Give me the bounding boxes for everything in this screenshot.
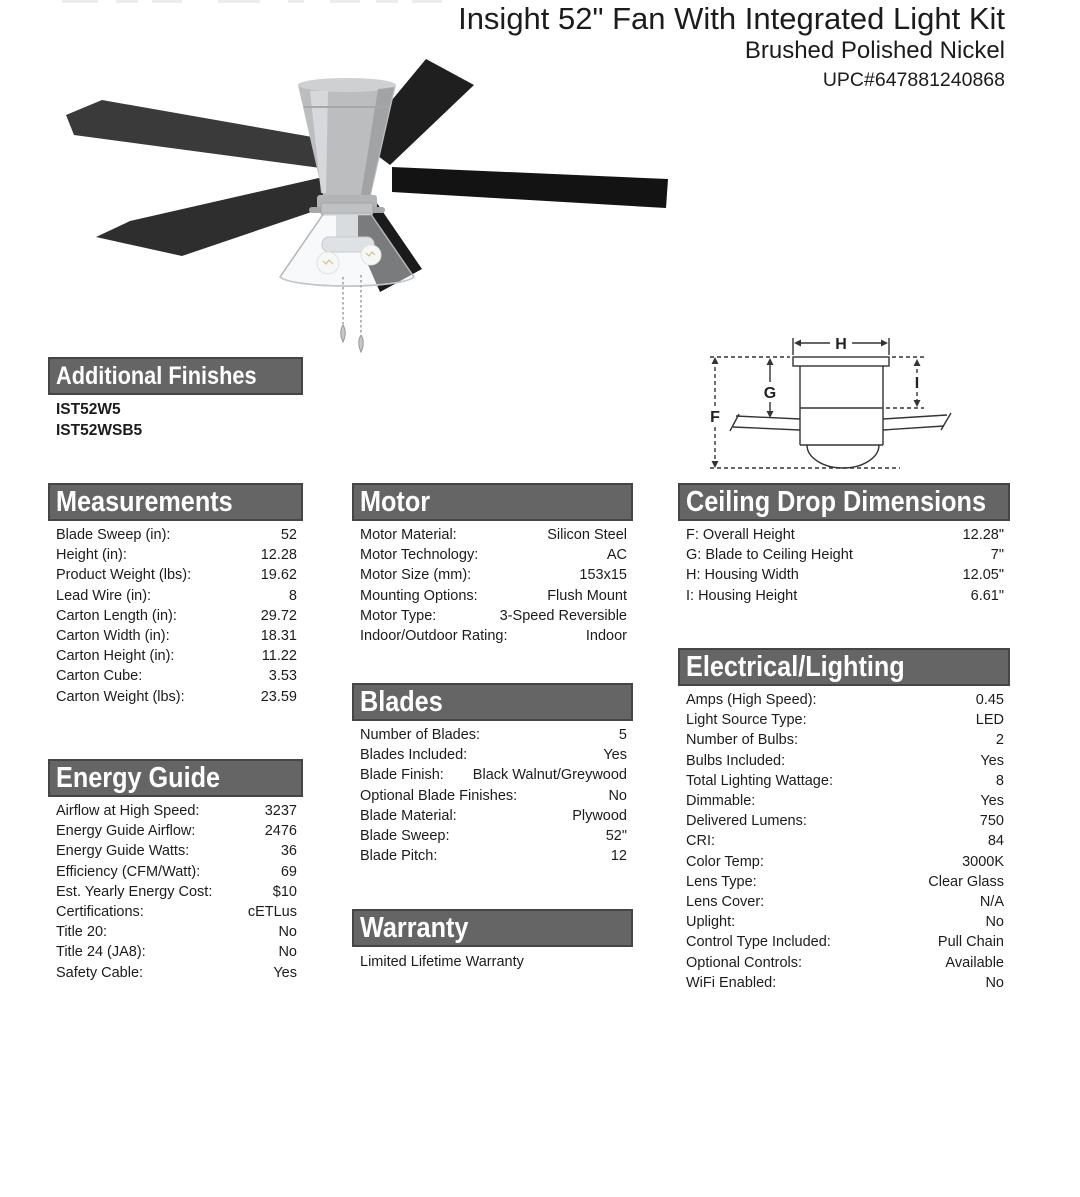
row-label: WiFi Enabled: [686,974,777,991]
row-label: Blade Finish: [360,767,444,784]
row-label: Efficiency (CFM/Watt): [56,863,201,880]
row-label: Lens Cover: [686,894,765,911]
spec-row [686,872,1004,892]
row-label: Bulbs Included: [686,752,786,769]
section-title: Warranty [360,911,469,944]
spec-row [360,525,627,545]
row-label: F: Overall Height [686,527,795,543]
spec-row [686,565,1004,585]
row-value: 11.22 [261,648,297,665]
spec-row [686,791,1004,811]
section-title: Blades [360,685,443,718]
finish-code-list [48,395,303,441]
row-value: $10 [272,883,297,900]
row-label: Height (in): [56,547,127,564]
measurements-header [48,483,303,521]
row-value: 69 [280,863,297,880]
row-label: CRI: [686,833,715,850]
spec-row [686,852,1004,872]
ceiling-drop-diagram [690,330,1000,475]
row-label: H: Housing Width [686,567,799,584]
spec-row [56,963,297,983]
section-title: Ceiling Drop Dimensions [686,485,987,518]
row-label: Amps (High Speed): [686,692,817,708]
row-value: 12.28 [260,547,297,564]
spec-row [686,973,1004,993]
row-label: Carton Length (in): [56,607,177,624]
row-value: 29.72 [260,607,297,624]
spec-row [56,942,297,962]
section-title: Energy Guide [56,761,221,794]
additional-finishes-header [48,357,303,395]
spec-row [56,545,297,565]
row-label: Control Type Included: [686,934,831,951]
product-title: Insight 52" Fan With Integrated Light Kit [458,1,1005,36]
row-label: Dimmable: [686,793,756,810]
row-label: Light Source Type: [686,712,807,729]
spec-row [686,730,1004,750]
spec-row [56,922,297,942]
row-value: 36 [280,843,297,860]
row-value: 18.31 [260,628,297,645]
row-label: Est. Yearly Energy Cost: [56,883,213,900]
warranty-header [352,909,633,947]
row-value: 19.62 [260,567,297,584]
spec-row [686,710,1004,730]
row-value: 7" [990,547,1004,564]
motor-rows [352,521,633,646]
row-label: I: Housing Height [686,587,798,604]
row-label: Motor Material: [360,527,457,543]
spec-row [360,826,627,846]
spec-row [56,862,297,882]
row-value: 6.61" [970,587,1004,604]
row-value: 750 [979,813,1004,830]
spec-row [686,831,1004,851]
row-label: G: Blade to Ceiling Height [686,547,853,564]
spec-row [686,771,1004,791]
row-label: Blade Sweep: [360,828,450,845]
row-label: Motor Size (mm): [360,567,472,584]
electrical-lighting-header [678,648,1010,686]
row-value: No [278,924,297,941]
section-title: Motor [360,485,431,518]
spec-row [360,565,627,585]
row-value: Clear Glass [928,873,1004,890]
row-value: Black Walnut/Greywood [472,767,627,784]
row-value: No [608,787,627,804]
product-upc: UPC#647881240868 [822,69,1005,91]
product-finish: Brushed Polished Nickel [744,37,1005,64]
finish-code: IST52W5 [56,401,121,418]
ceiling-drop-header [678,483,1010,521]
row-label: Color Temp: [686,853,764,870]
spec-row [56,841,297,861]
row-value: 8 [288,587,297,604]
row-label: Delivered Lumens: [686,813,807,830]
blades-section [352,683,633,866]
row-value: 3000K [962,853,1004,870]
row-label: Optional Blade Finishes: [360,787,518,804]
spec-row [360,606,627,626]
row-label: Lens Type: [686,873,757,890]
row-label: Lead Wire (in): [56,587,152,604]
row-label: Energy Guide Airflow: [56,823,196,840]
row-value: 12.05" [962,567,1004,584]
row-value: 12 [610,848,627,865]
spec-row [56,882,297,902]
row-label: Number of Bulbs: [686,732,799,749]
diagram-label-h: H [835,336,847,353]
row-value: cETLus [247,904,297,921]
spec-row [56,902,297,922]
row-value: AC [606,547,627,564]
spec-row [360,765,627,785]
energy-guide-rows [48,797,303,983]
spec-row [360,725,627,745]
spec-row [686,811,1004,831]
electrical-lighting-section [678,648,1010,993]
row-label: Total Lighting Wattage: [686,772,833,789]
row-label: Blades Included: [360,747,468,764]
row-label: Product Weight (lbs): [56,567,192,584]
spec-row [56,821,297,841]
row-value: Available [945,954,1004,971]
spec-row [686,586,1004,606]
spec-row [56,626,297,646]
spec-row [686,690,1004,710]
spec-row [56,586,297,606]
finish-code: IST52WSB5 [56,421,143,439]
row-label: Uplight: [686,914,736,931]
spec-row [686,751,1004,771]
motor-header [352,483,633,521]
row-value: 3.53 [268,668,297,685]
row-label: Energy Guide Watts: [56,843,190,860]
row-label: Number of Blades: [360,727,481,743]
row-value: 3237 [264,803,297,819]
row-value: 12.28" [962,527,1004,543]
section-title: Additional Finishes [56,361,257,390]
row-label: Title 20: [56,924,108,941]
row-value: 52 [280,527,297,543]
warranty-text: Limited Lifetime Warranty [360,954,524,970]
row-value: 3-Speed Reversible [499,607,627,624]
spec-row [686,892,1004,912]
diagram-label-i: I [914,375,920,392]
spec-row [360,545,627,565]
row-label: Blade Material: [360,807,457,824]
spec-row [360,846,627,866]
spec-row [56,687,297,707]
ceiling-drop-dimensions-section [678,483,1010,606]
row-label: Carton Width (in): [56,628,170,645]
row-label: Motor Type: [360,607,437,624]
fan-product-image [40,45,700,355]
spec-row [56,801,297,821]
row-value: 2476 [264,823,297,840]
row-value: Indoor [585,628,627,645]
row-value: 2 [995,732,1004,749]
row-value: 52" [605,828,627,845]
row-value: Flush Mount [547,587,627,604]
row-label: Blade Sweep (in): [56,527,171,543]
spec-row [686,545,1004,565]
row-value: Plywood [572,807,627,824]
row-value: Silicon Steel [547,527,627,543]
additional-finishes-section [48,357,303,441]
diagram-label-g: G [763,385,777,402]
diagram-label-f: F [710,409,720,426]
row-value: 8 [995,772,1004,789]
spec-row [686,525,1004,545]
measurements-rows [48,521,303,707]
section-title: Electrical/Lighting [686,650,905,683]
spec-row [56,666,297,686]
row-label: Certifications: [56,904,144,921]
row-value: Yes [980,793,1004,810]
row-label: Carton Weight (lbs): [56,688,185,705]
spec-row [56,565,297,585]
spec-row [686,953,1004,973]
spec-row [360,786,627,806]
row-label: Mounting Options: [360,587,478,604]
electrical-lighting-rows [678,686,1010,993]
spec-row [360,586,627,606]
row-value: No [985,974,1004,991]
ceiling-drop-rows [678,521,1010,606]
spec-row [686,932,1004,952]
row-value: Yes [980,752,1004,769]
row-value: No [985,914,1004,931]
spec-row [686,912,1004,932]
row-label: Indoor/Outdoor Rating: [360,628,508,645]
row-label: Airflow at High Speed: [56,803,200,819]
spec-row [56,606,297,626]
row-label: Optional Controls: [686,954,803,971]
row-value: No [278,944,297,961]
motor-section [352,483,633,646]
row-value: 84 [987,833,1004,850]
spec-row [56,646,297,666]
row-label: Carton Height (in): [56,648,175,665]
row-label: Safety Cable: [56,964,144,981]
row-value: 23.59 [260,688,297,705]
warranty-section [352,909,633,970]
measurements-section [48,483,303,707]
row-value: N/A [979,894,1004,911]
row-label: Blade Pitch: [360,848,438,865]
row-value: Yes [603,747,627,764]
row-value: Yes [273,964,297,981]
blades-header [352,683,633,721]
section-title: Measurements [56,485,233,518]
row-label: Carton Cube: [56,668,143,685]
row-value: 0.45 [975,692,1004,708]
spec-row [360,806,627,826]
blades-rows [352,721,633,866]
row-label: Title 24 (JA8): [56,944,146,961]
row-value: 5 [618,727,627,743]
row-value: 153x15 [579,567,627,584]
row-value: Pull Chain [937,934,1004,951]
row-label: Motor Technology: [360,547,479,564]
spec-row [56,525,297,545]
row-value: LED [975,712,1004,729]
spec-row [360,745,627,765]
spec-row [360,626,627,646]
energy-guide-header [48,759,303,797]
energy-guide-section [48,759,303,983]
